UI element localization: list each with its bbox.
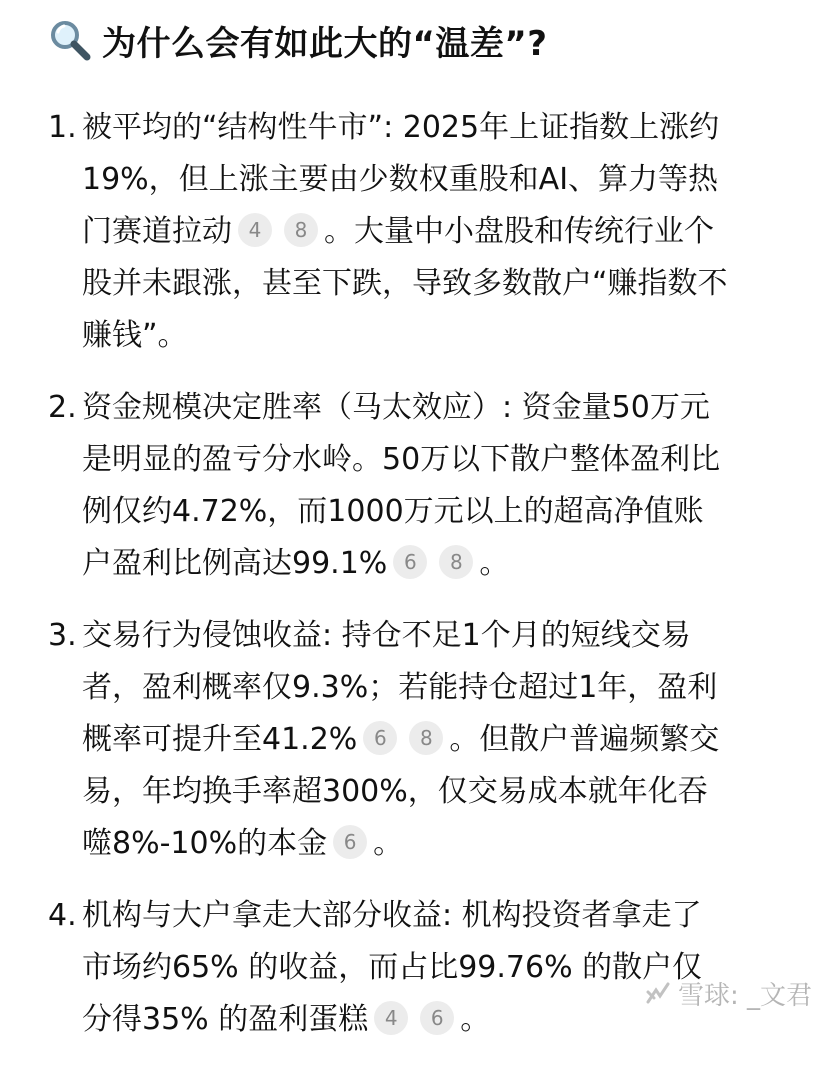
citation-badge[interactable]: 8: [409, 721, 443, 755]
list-item-number: 2.: [48, 390, 77, 425]
text-line: 资金规模决定胜率（马太效应）: 资金量50万元: [82, 390, 710, 425]
list-item-number: 3.: [48, 618, 77, 653]
text-line: 交易行为侵蚀收益: 持仓不足1个月的短线交易: [82, 618, 691, 653]
text-line: 概率可提升至41.2% 6 8 。但散户普遍频繁交: [82, 722, 720, 757]
text-line: 噬8%-10%的本金 6 。: [82, 826, 404, 861]
watermark: [644, 975, 812, 1012]
text-line: 机构与大户拿走大部分收益: 机构投资者拿走了: [82, 898, 702, 933]
text-line: 例仅约4.72%，而1000万元以上的超高净值账: [82, 494, 704, 529]
citation-badge[interactable]: 4: [238, 213, 272, 247]
citation-badge[interactable]: 8: [439, 545, 473, 579]
list-item-text: [82, 890, 808, 1046]
text-line: 赚钱”。: [82, 318, 188, 353]
list-item-text: [82, 102, 808, 362]
text-line: 市场约65% 的收益，而占比99.76% 的散户仅: [82, 950, 703, 985]
watermark-text: 雪球: _文君: [677, 981, 812, 1011]
magnifier-icon: [48, 18, 92, 62]
list-item-number: 4.: [48, 898, 77, 933]
page-title: 为什么会有如此大的“温差”?: [102, 23, 548, 64]
list-item: [48, 382, 808, 590]
list-item-text: [82, 610, 808, 870]
text-line: 户盈利比例高达99.1% 6 8 。: [82, 546, 510, 581]
text-line: 门赛道拉动 4 8 。大量中小盘股和传统行业个: [82, 214, 714, 249]
citation-badge[interactable]: 6: [420, 1001, 454, 1035]
reasons-list: [48, 102, 808, 1066]
text-line: 者，盈利概率仅9.3%；若能持仓超过1年，盈利: [82, 670, 718, 705]
list-item-number: 1.: [48, 110, 77, 145]
citation-badge[interactable]: 6: [363, 721, 397, 755]
list-item: [48, 890, 808, 1046]
snowball-logo-icon: [644, 980, 672, 1008]
list-item: [48, 102, 808, 362]
text-line: 19%，但上涨主要由少数权重股和AI、算力等热: [82, 162, 719, 197]
citation-badge[interactable]: 6: [333, 825, 367, 859]
citation-badge[interactable]: 4: [374, 1001, 408, 1035]
citation-badge[interactable]: 6: [393, 545, 427, 579]
text-line: 分得35% 的盈利蛋糕 4 6 。: [82, 1002, 491, 1037]
text-line: 被平均的“结构性牛市”: 2025年上证指数上涨约: [82, 110, 720, 145]
page-title-row: [48, 14, 547, 66]
list-item-text: [82, 382, 808, 590]
citation-badge[interactable]: 8: [284, 213, 318, 247]
text-line: 是明显的盈亏分水岭。50万以下散户整体盈利比: [82, 442, 721, 477]
list-item: [48, 610, 808, 870]
text-line: 股并未跟涨，甚至下跌，导致多数散户“赚指数不: [82, 266, 728, 301]
text-line: 易，年均换手率超300%，仅交易成本就年化吞: [82, 774, 708, 809]
